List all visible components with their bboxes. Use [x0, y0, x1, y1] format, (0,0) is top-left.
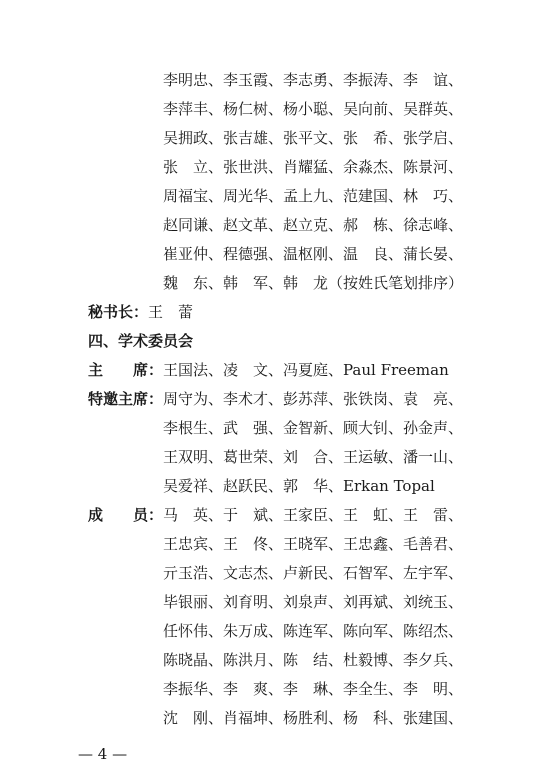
- secretary-label: 秘书长：: [88, 303, 149, 321]
- special-chair-names: 周守为、李术才、彭苏萍、张铁岗、袁 亮、: [163, 390, 464, 408]
- special-chair-line: 李根生、武 强、金智新、顾大钊、孙金声、: [163, 419, 464, 437]
- members-line: 陈晓晶、陈洪月、陈 结、杜毅博、李夕兵、: [163, 651, 464, 669]
- members-line: 王忠宾、王 佟、王晓军、王忠鑫、毛善君、: [163, 535, 464, 553]
- name-list-line: 崔亚仲、程德强、温枢刚、温 良、蒲长晏、: [163, 245, 464, 263]
- members-names: 马 英、于 斌、王家臣、王 虹、王 雷、: [163, 506, 464, 524]
- members-row: [0, 505, 550, 525]
- members-line: 沈 刚、肖福坤、杨胜利、杨 科、张建国、: [163, 709, 464, 727]
- members-label: 成 员：: [88, 506, 164, 524]
- special-chair-row: [0, 389, 550, 409]
- section-title: 四、学术委员会: [88, 332, 194, 350]
- members-line: 任怀伟、朱万成、陈连军、陈向军、陈绍杰、: [163, 622, 464, 640]
- secretary-row: [0, 302, 550, 322]
- name-list-line: 李萍丰、杨仁树、杨小聪、吴向前、吴群英、: [163, 100, 464, 118]
- name-list-line: 魏 东、韩 军、韩 龙（按姓氏笔划排序）: [163, 274, 464, 292]
- special-chair-line: 王双明、葛世荣、刘 合、王运敏、潘一山、: [163, 448, 464, 466]
- members-line: 亓玉浩、文志杰、卢新民、石智军、左宇军、: [163, 564, 464, 582]
- special-chair-label: 特邀主席：: [88, 390, 164, 408]
- chair-label: 主 席：: [88, 361, 164, 379]
- chair-names: 王国法、凌 文、冯夏庭、Paul Freeman: [163, 361, 449, 379]
- name-list-line: 吴拥政、张吉雄、张平文、张 希、张学启、: [163, 129, 464, 147]
- page-number: — 4 —: [78, 745, 128, 763]
- name-list-line: 周福宝、周光华、孟上九、范建国、林 巧、: [163, 187, 464, 205]
- name-list-line: 李明忠、李玉霞、李志勇、李振涛、李 谊、: [163, 71, 464, 89]
- name-list-line: 赵同谦、赵文革、赵立克、郝 栋、徐志峰、: [163, 216, 464, 234]
- secretary-name: 王 蕾: [148, 303, 194, 321]
- members-line: 李振华、李 爽、李 琳、李全生、李 明、: [163, 680, 464, 698]
- chair-row: [0, 360, 550, 380]
- name-list-line: 张 立、张世洪、肖耀猛、余淼杰、陈景河、: [163, 158, 464, 176]
- special-chair-line: 吴爱祥、赵跃民、郭 华、Erkan Topal: [163, 477, 435, 495]
- members-line: 毕银丽、刘育明、刘泉声、刘再斌、刘统玉、: [163, 593, 464, 611]
